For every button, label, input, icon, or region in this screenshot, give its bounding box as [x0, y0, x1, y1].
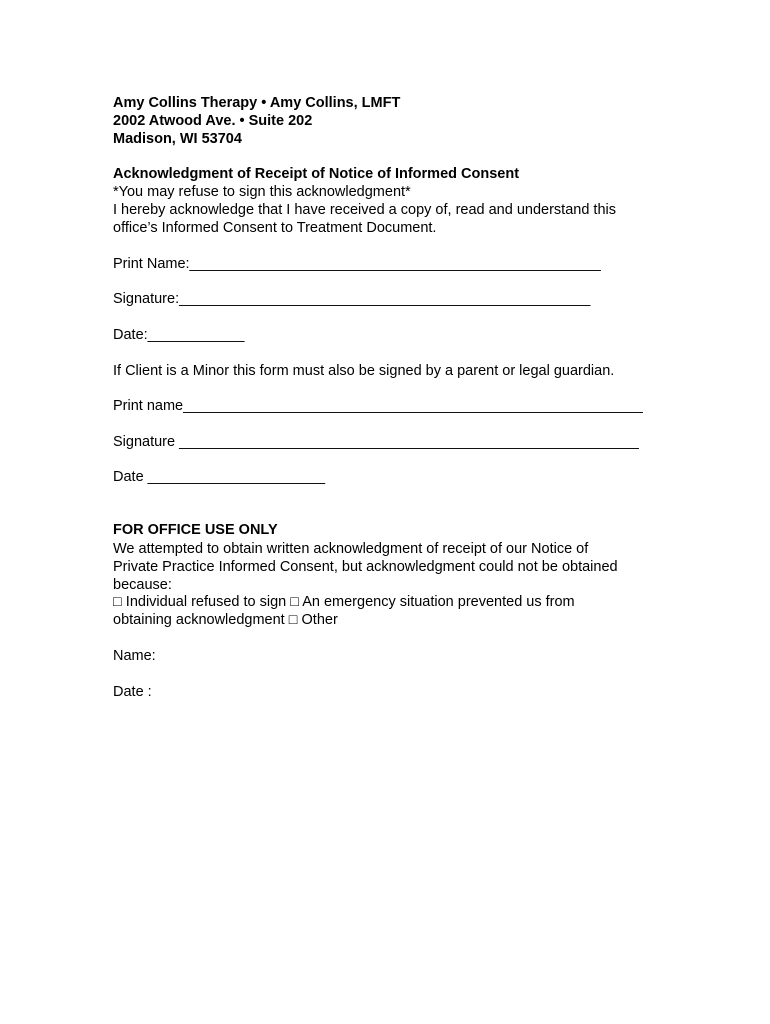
client-date-field[interactable]: Date:____________ — [113, 327, 245, 343]
office-date-label: Date : — [113, 684, 152, 700]
office-name-label: Name: — [113, 648, 156, 664]
client-print-name-field[interactable]: Print Name:___________________________________________________ — [113, 256, 601, 272]
office-use-checkbox-line-2: obtaining acknowledgment □ Other — [113, 612, 338, 628]
guardian-date-field[interactable]: Date ______________________ — [113, 469, 326, 485]
office-use-text-line-3: because: — [113, 577, 172, 593]
office-use-checkbox-line: □ Individual refused to sign □ An emergency situation prevented us from — [113, 594, 575, 610]
practice-name-line: Amy Collins Therapy • Amy Collins, LMFT — [113, 95, 401, 111]
minor-note: If Client is a Minor this form must also be signed by a parent or legal guardian. — [113, 363, 615, 379]
office-use-text-line-2: Private Practice Informed Consent, but acknowledgment could not be obtained — [113, 559, 618, 575]
acknowledgment-statement-line-2: office’s Informed Consent to Treatment Document. — [113, 220, 437, 236]
office-use-text-line-1: We attempted to obtain written acknowledgment of receipt of our Notice of — [113, 541, 589, 557]
office-use-title: FOR OFFICE USE ONLY — [113, 522, 278, 538]
acknowledgment-title: Acknowledgment of Receipt of Notice of Informed Consent — [113, 166, 520, 182]
guardian-print-name-field[interactable]: Print name_________________________________________________________ — [113, 398, 643, 414]
practice-city-line: Madison, WI 53704 — [113, 131, 242, 147]
guardian-signature-field[interactable]: Signature _________________________________________________________ — [113, 434, 639, 450]
client-signature-field[interactable]: Signature:___________________________________________________ — [113, 291, 591, 307]
refuse-note: *You may refuse to sign this acknowledgment* — [113, 184, 411, 200]
acknowledgment-statement-line-1: I hereby acknowledge that I have received a copy of, read and understand this — [113, 202, 616, 218]
practice-address-line: 2002 Atwood Ave. • Suite 202 — [113, 113, 313, 129]
